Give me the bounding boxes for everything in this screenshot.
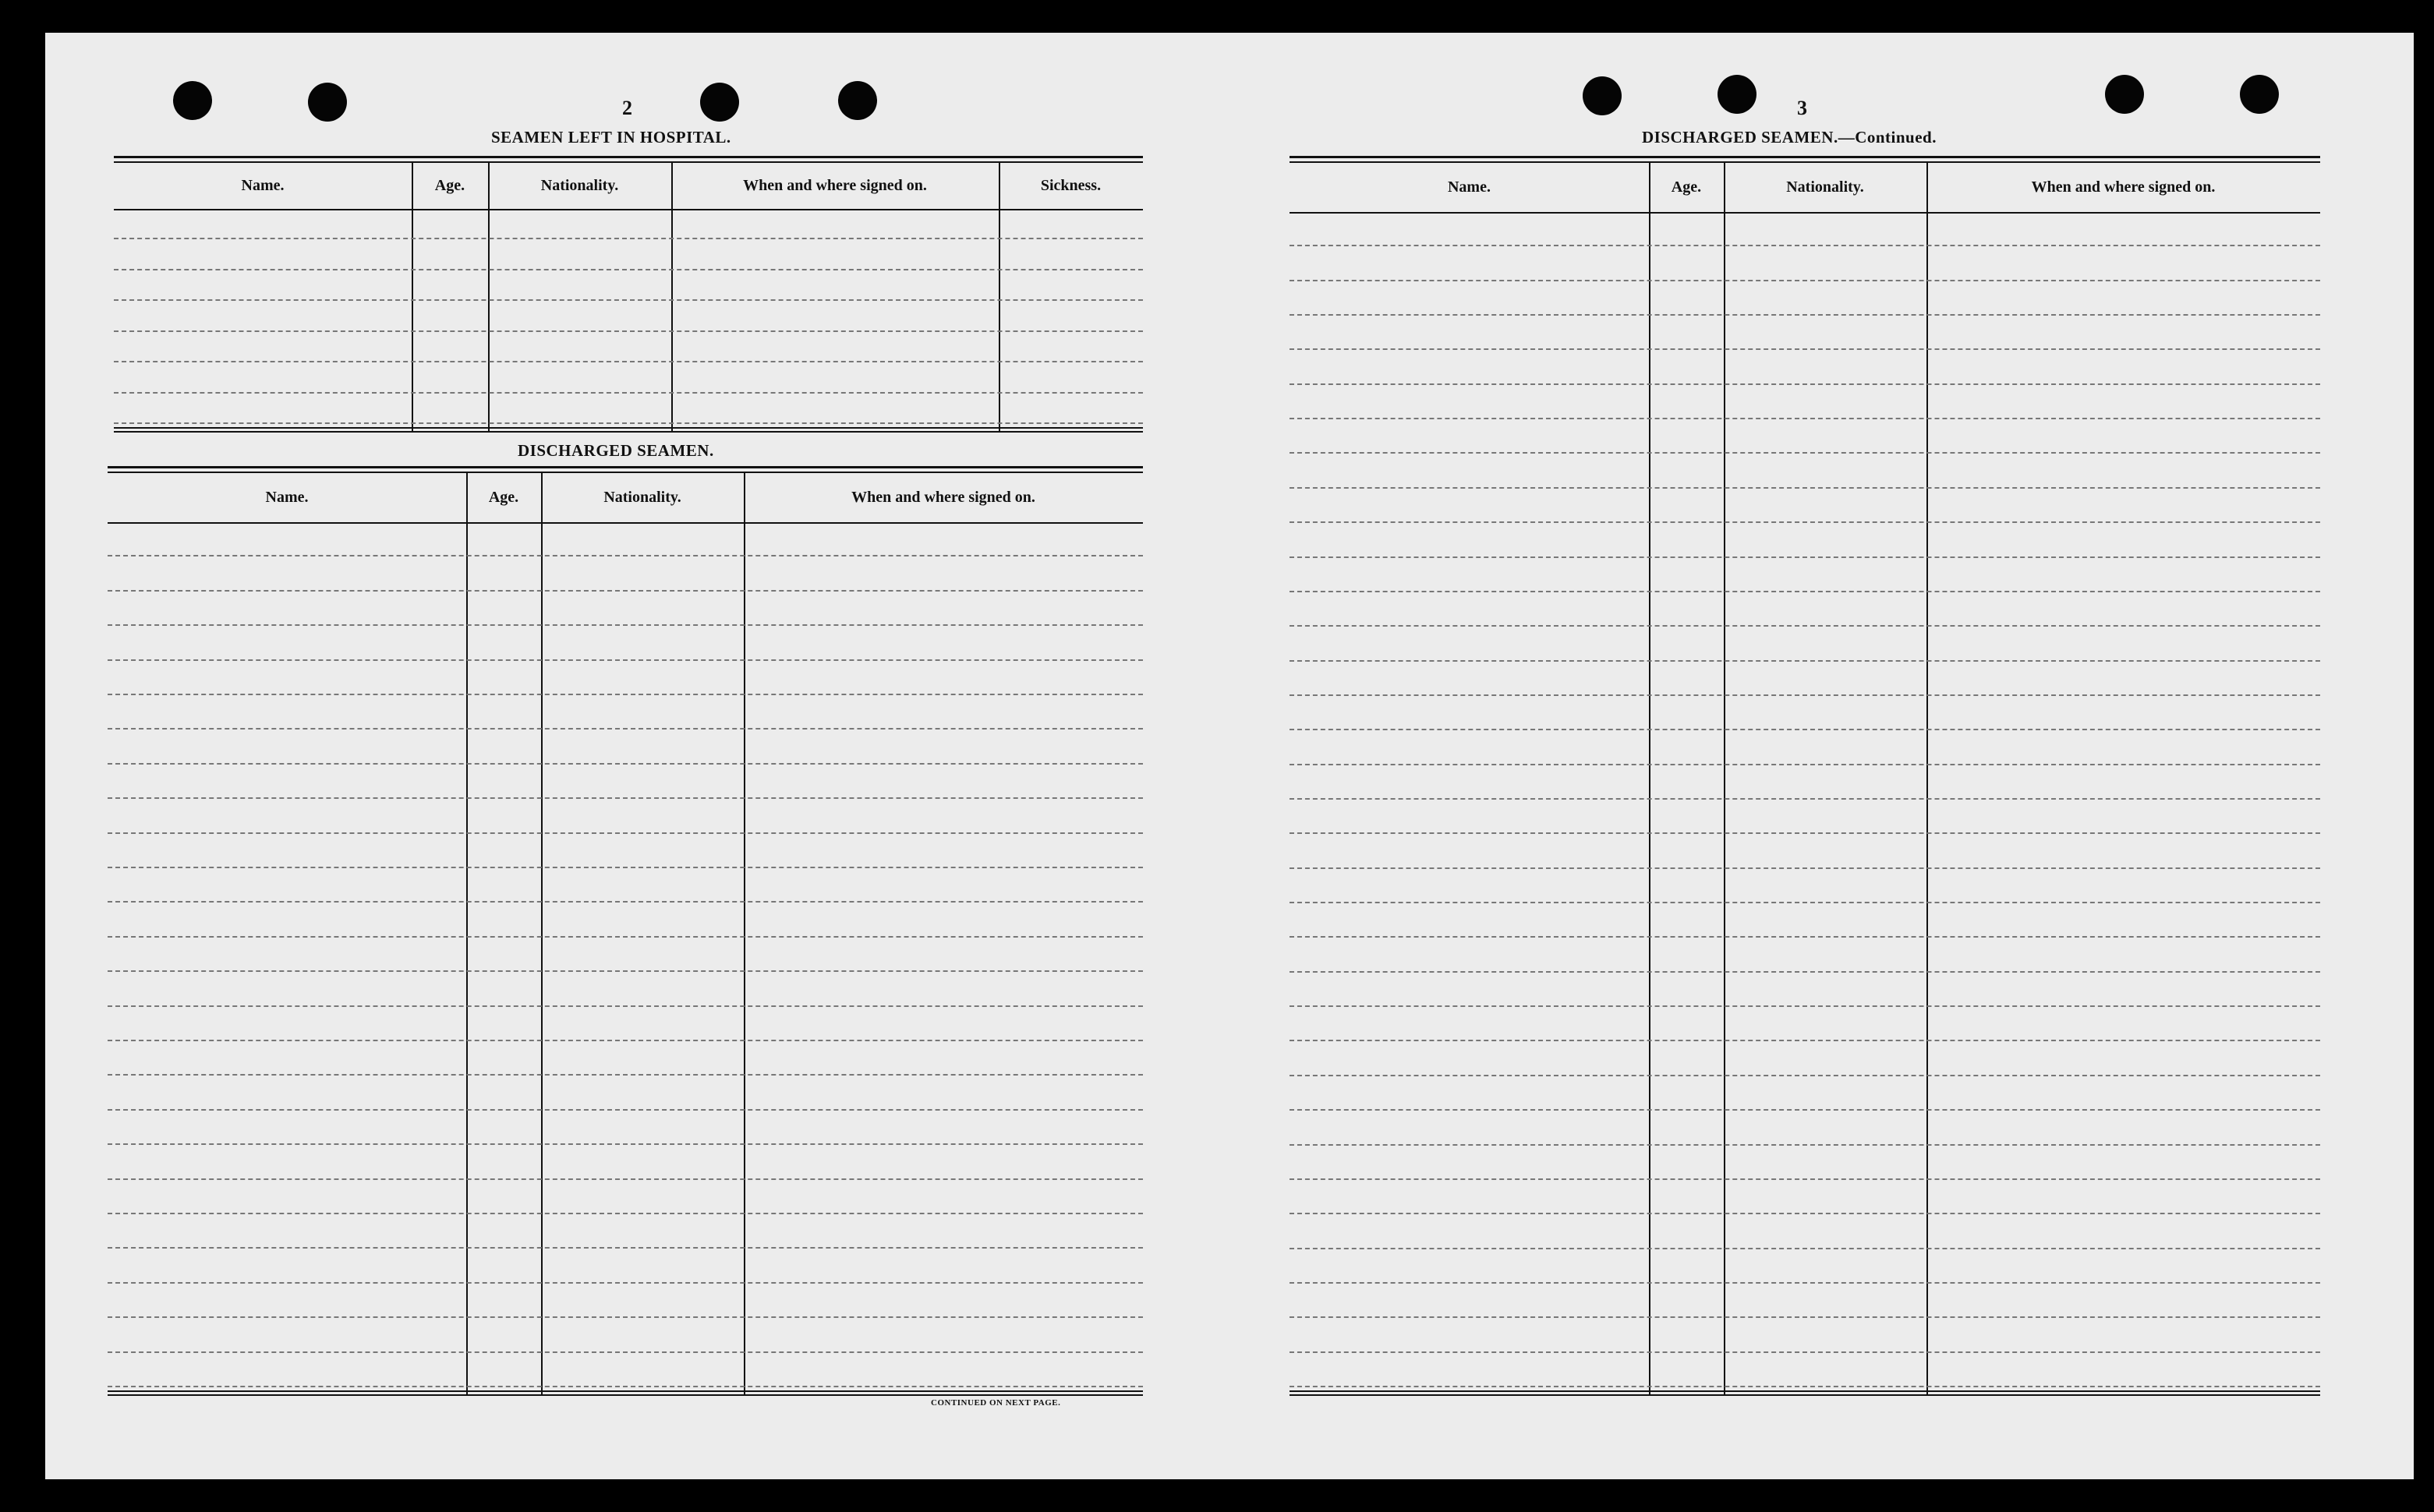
column-header: Name.	[265, 489, 309, 506]
entry-line[interactable]	[1290, 1351, 2320, 1353]
entry-line[interactable]	[1290, 1040, 2320, 1041]
punch-hole-icon	[173, 81, 212, 120]
column-header: Age.	[488, 489, 519, 506]
entry-line[interactable]	[114, 299, 1143, 301]
entry-line[interactable]	[114, 330, 1143, 332]
entry-line[interactable]	[1290, 1075, 2320, 1076]
entry-line[interactable]	[108, 1005, 1143, 1007]
entry-line[interactable]	[108, 1109, 1143, 1111]
entry-line[interactable]	[1290, 971, 2320, 973]
column-header: Name.	[1447, 178, 1491, 196]
entry-line[interactable]	[1290, 314, 2320, 316]
entry-line[interactable]	[108, 694, 1143, 695]
entry-line[interactable]	[1290, 348, 2320, 350]
column-divider	[1724, 161, 1725, 1395]
column-header: Name.	[241, 177, 285, 194]
entry-line[interactable]	[1290, 936, 2320, 938]
entry-line[interactable]	[1290, 694, 2320, 696]
column-header: Nationality.	[540, 177, 619, 194]
top-rule	[1290, 156, 2320, 158]
entry-line[interactable]	[1290, 1213, 2320, 1214]
entry-line[interactable]	[1290, 625, 2320, 627]
entry-line[interactable]	[1290, 591, 2320, 592]
entry-line[interactable]	[1290, 383, 2320, 385]
entry-line[interactable]	[108, 1074, 1143, 1076]
entry-line[interactable]	[1290, 1144, 2320, 1146]
punch-hole-icon	[2105, 75, 2144, 114]
entry-line[interactable]	[1290, 1282, 2320, 1284]
entry-line[interactable]	[114, 361, 1143, 362]
header-rule	[108, 522, 1143, 524]
entry-line[interactable]	[108, 1316, 1143, 1318]
entry-line[interactable]	[108, 624, 1143, 626]
bottom-rule	[114, 431, 1143, 433]
column-header: Sickness.	[1040, 177, 1102, 194]
entry-line[interactable]	[1290, 867, 2320, 869]
column-header: When and where signed on.	[851, 489, 1035, 506]
punch-hole-icon	[700, 83, 739, 122]
column-header: When and where signed on.	[743, 177, 927, 194]
page-number-right: 3	[1797, 97, 1807, 119]
entry-line[interactable]	[114, 392, 1143, 394]
entry-line[interactable]	[108, 763, 1143, 765]
entry-line[interactable]	[108, 1247, 1143, 1249]
entry-line[interactable]	[114, 422, 1143, 424]
entry-line[interactable]	[108, 832, 1143, 834]
bottom-rule	[108, 1390, 1143, 1392]
punch-hole-icon	[2240, 75, 2279, 114]
entry-line[interactable]	[1290, 798, 2320, 800]
column-divider	[1649, 161, 1650, 1395]
entry-line[interactable]	[1290, 452, 2320, 454]
entry-line[interactable]	[108, 659, 1143, 661]
column-divider	[744, 472, 745, 1395]
entry-line[interactable]	[108, 1213, 1143, 1214]
punch-hole-icon	[1718, 75, 1757, 114]
entry-line[interactable]	[108, 728, 1143, 730]
bottom-rule	[1290, 1390, 2320, 1392]
bottom-rule	[1290, 1394, 2320, 1396]
entry-line[interactable]	[1290, 902, 2320, 903]
entry-line[interactable]	[108, 1386, 1143, 1387]
entry-line[interactable]	[1290, 245, 2320, 246]
entry-line[interactable]	[1290, 1109, 2320, 1111]
top-rule	[108, 472, 1143, 473]
entry-line[interactable]	[1290, 418, 2320, 419]
top-rule	[114, 156, 1143, 158]
entry-line[interactable]	[114, 269, 1143, 270]
punch-hole-icon	[308, 83, 347, 122]
entry-line[interactable]	[108, 936, 1143, 938]
column-header: Nationality.	[603, 489, 681, 506]
column-header: Age.	[1671, 178, 1702, 196]
entry-line[interactable]	[1290, 1005, 2320, 1007]
hospital-table	[114, 156, 1143, 432]
top-rule	[114, 161, 1143, 163]
hospital-section-title: SEAMEN LEFT IN HOSPITAL.	[491, 128, 731, 147]
continued-note: CONTINUED ON NEXT PAGE.	[931, 1398, 1061, 1408]
column-divider	[466, 472, 468, 1395]
column-header: Age.	[434, 177, 465, 194]
entry-line[interactable]	[108, 1040, 1143, 1041]
column-divider	[541, 472, 543, 1395]
entry-line[interactable]	[108, 555, 1143, 556]
entry-line[interactable]	[1290, 729, 2320, 730]
column-header: When and where signed on.	[2031, 178, 2216, 196]
column-divider	[1926, 161, 1928, 1395]
entry-line[interactable]	[108, 1143, 1143, 1145]
bottom-rule	[108, 1394, 1143, 1396]
header-rule	[1290, 212, 2320, 214]
entry-line[interactable]	[1290, 832, 2320, 834]
punch-hole-icon	[1583, 76, 1622, 115]
entry-line[interactable]	[108, 867, 1143, 868]
discharged-section-title: DISCHARGED SEAMEN.	[518, 441, 714, 460]
entry-line[interactable]	[114, 238, 1143, 239]
entry-line[interactable]	[108, 1178, 1143, 1180]
entry-line[interactable]	[1290, 660, 2320, 662]
page-number-left: 2	[622, 97, 632, 119]
entry-line[interactable]	[108, 590, 1143, 592]
entry-line[interactable]	[1290, 1248, 2320, 1249]
entry-line[interactable]	[1290, 521, 2320, 523]
entry-line[interactable]	[1290, 556, 2320, 558]
bottom-rule	[114, 427, 1143, 429]
discharged-continued-table	[1290, 156, 2320, 1395]
entry-line[interactable]	[1290, 1386, 2320, 1387]
entry-line[interactable]	[1290, 764, 2320, 765]
entry-line[interactable]	[1290, 1316, 2320, 1318]
entry-line[interactable]	[1290, 1178, 2320, 1180]
discharged-continued-title: DISCHARGED SEAMEN.—Continued.	[1642, 128, 1937, 147]
discharged-table	[108, 466, 1143, 1395]
header-rule	[114, 209, 1143, 210]
entry-line[interactable]	[108, 1282, 1143, 1284]
entry-line[interactable]	[1290, 280, 2320, 281]
column-header: Nationality.	[1786, 178, 1864, 196]
top-rule	[108, 466, 1143, 468]
entry-line[interactable]	[108, 901, 1143, 903]
punch-hole-icon	[838, 81, 877, 120]
entry-line[interactable]	[1290, 487, 2320, 489]
entry-line[interactable]	[108, 970, 1143, 972]
entry-line[interactable]	[108, 797, 1143, 799]
top-rule	[1290, 161, 2320, 163]
entry-line[interactable]	[108, 1351, 1143, 1353]
